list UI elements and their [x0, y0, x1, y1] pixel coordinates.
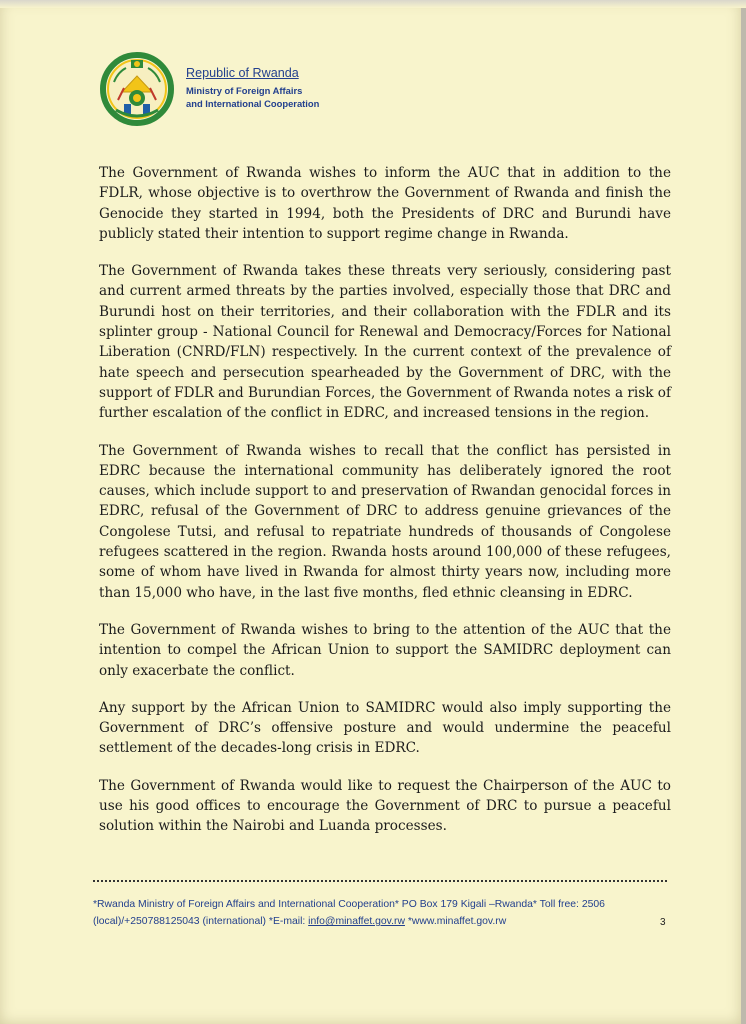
page-number: 3 [660, 917, 666, 928]
letterhead [100, 48, 420, 128]
rwanda-coat-of-arms-icon [100, 52, 174, 126]
footer-email-link[interactable]: info@minaffet.gov.rw [308, 916, 405, 927]
ministry-line-1: Ministry of Foreign Affairs [186, 85, 303, 96]
footer-website: *www.minaffet.gov.rw [404, 916, 507, 927]
letter-body [99, 163, 671, 854]
footer-text: *Rwanda Ministry of Foreign Affairs and International Cooperation* PO Box 179 Kigali –Rwanda* Toll free: 2506 (local)/+250788125043 (international) *E-mail: [93, 899, 605, 927]
paragraph-6: The Government of Rwanda would like to request the Chairperson of the AUC to use his good offices to encourage the Government of DRC to pursue a peaceful solution within the Nairobi and Luanda processes. [99, 777, 671, 835]
footer-contact [93, 896, 653, 930]
paragraph-1: The Government of Rwanda wishes to inform the AUC that in addition to the FDLR, whose objective is to overthrow the Government of Rwanda and finish the Genocide they started in 1994, both the Presidents of DRC and Burundi have publicly stated their intention to support regime change in Rwanda. [99, 165, 671, 242]
paragraph-4: The Government of Rwanda wishes to bring to the attention of the AUC that the intention to compel the African Union to support the SAMIDRC deployment can only exacerbate the conflict. [99, 621, 671, 679]
ministry-line-2: and International Cooperation [186, 98, 320, 109]
paragraph-3: The Government of Rwanda wishes to recall that the conflict has persisted in EDRC because the international community has deliberately ignored the root causes, which include support to and preservation of Rwandan genocidal forces in EDRC, refusal of the Government of DRC to address genuine grievances of the Congolese Tutsi, and refusal to repatriate hundreds of thousands of Congolese refugees scattered in the region. Rwanda hosts around 100,000 of these refugees, some of whom have lived in Rwanda for almost thirty years now, including more than 15,000 who have, in the last five months, fled ethnic cleansing in EDRC. [99, 442, 671, 601]
organization-name [186, 66, 319, 110]
page-edge [0, 0, 746, 8]
paragraph-5: Any support by the African Union to SAMIDRC would also imply supporting the Government of DRC’s offensive posture and would undermine the peaceful settlement of the decades-long crisis in EDRC. [99, 699, 671, 757]
footer-divider [93, 880, 667, 882]
paragraph-2: The Government of Rwanda takes these threats very seriously, considering past and current armed threats by the parties involved, especially those that DRC and Burundi host on their territories, and their collaboration with the FDLR and its splinter group - National Council for Renewal and Democracy/Forces for National Liberation (CNRD/FLN) respectively. In the current context of the prevalence of hate speech and persecution spearheaded by the Government of DRC, with the support of FDLR and Burundian Forces, the Government of Rwanda notes a risk of further escalation of the conflict in EDRC, and increased tensions in the region. [99, 263, 671, 422]
republic-label: Republic of Rwanda [186, 66, 299, 80]
